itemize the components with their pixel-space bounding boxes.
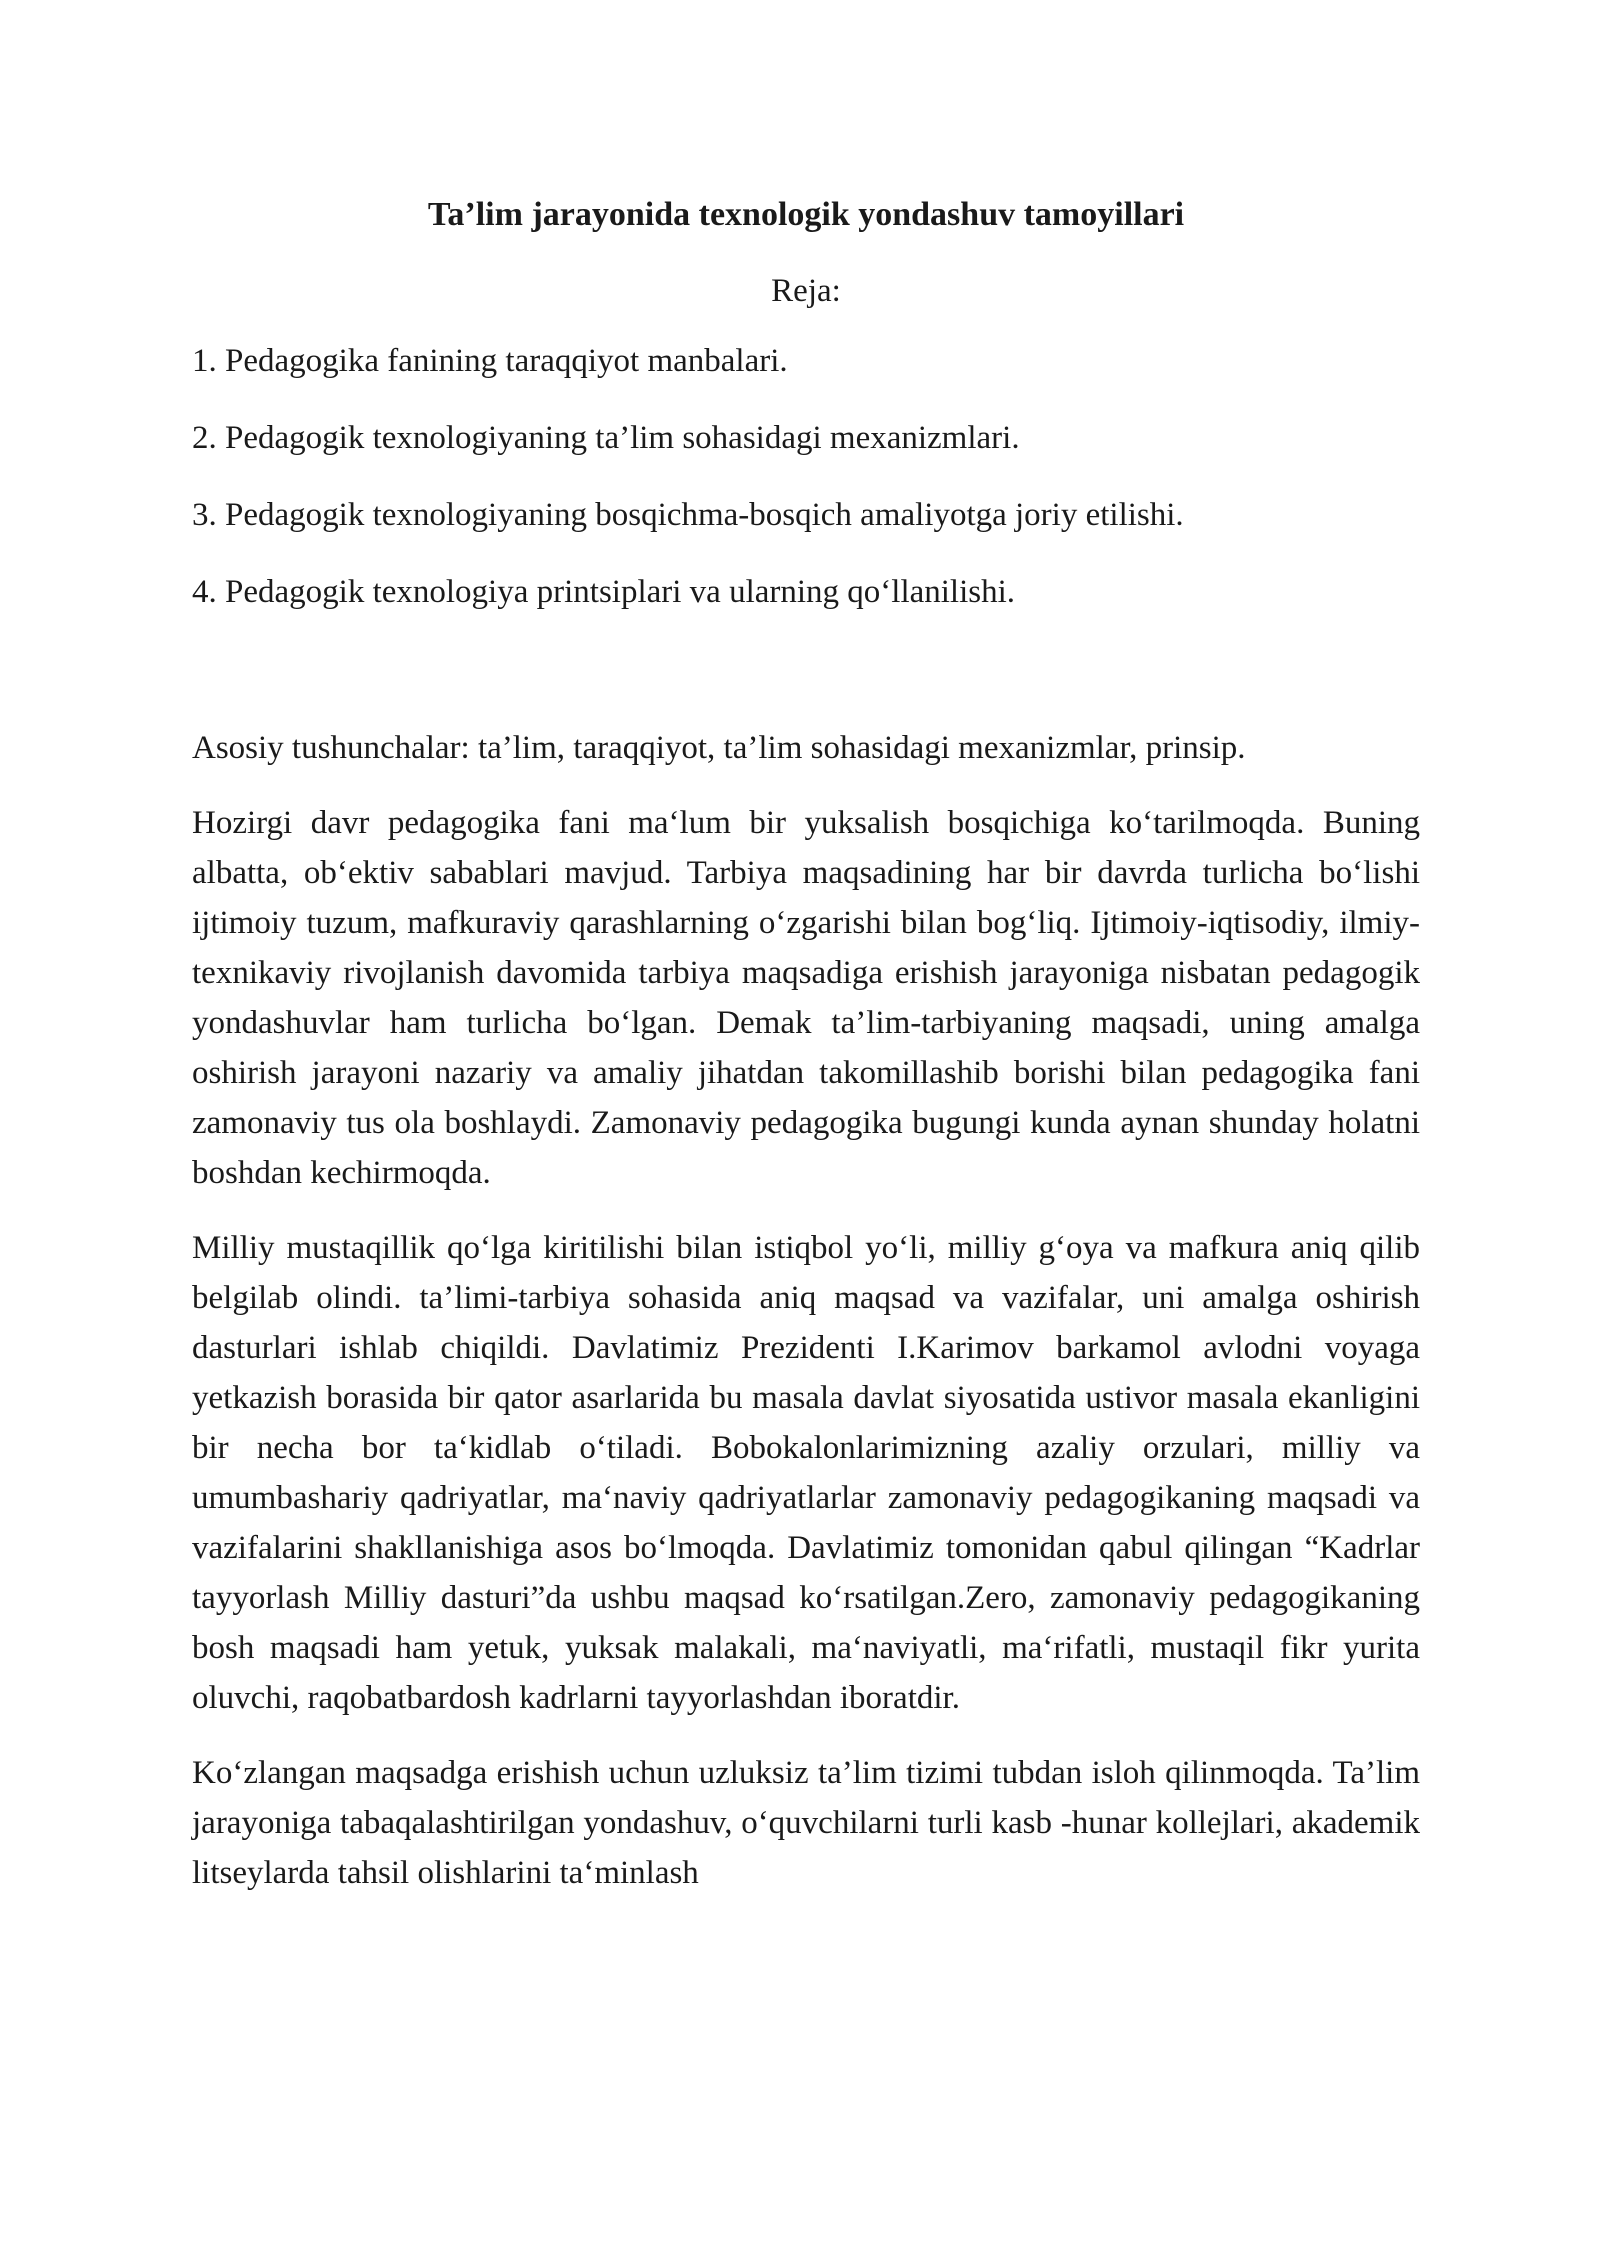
body-paragraph: Ko‘zlangan maqsadga erishish uchun uzluksiz ta’lim tizimi tubdan isloh qilinmoqda. Ta’lim jarayoniga tabaqalashtirilgan yondashuv, o‘quvchilarni turli kasb -hunar kollejlari, akademik litseylarda tahsil olishlarini ta‘minlash (192, 1755, 1420, 1891)
plan-list (192, 336, 1420, 617)
body-paragraph: Hozirgi davr pedagogika fani ma‘lum bir yuksalish bosqichiga ko‘tarilmoqda. Buning albatta, ob‘ektiv sabablari mavjud. Tarbiya maqsadining har bir davrda turlicha bo‘lishi ijtimoiy tuzum, mafkuraviy qarashlarning o‘zgarishi bilan bog‘liq. Ijtimoiy-iqtisodiy, ilmiy-texnikaviy rivojlanish davomida tarbiya maqsadiga erishish jarayoniga nisbatan pedagogik yondashuvlar ham turlicha bo‘lgan. Demak ta’lim-tarbiyaning maqsadi, uning amalga oshirish jarayoni nazariy va amaliy jihatdan takomillashib borishi bilan pedagogika fani zamonaviy tus ola boshlaydi. Zamonaviy pedagogika bugungi kunda aynan shunday holatni boshdan kechirmoqda. (192, 805, 1420, 1191)
body-paragraph: Milliy mustaqillik qo‘lga kiritilishi bilan istiqbol yo‘li, milliy g‘oya va mafkura aniq qilib belgilab olindi. ta’limi-tarbiya sohasida aniq maqsad va vazifalar, uni amalga oshirish dasturlari ishlab chiqildi. Davlatimiz Prezidenti I.Karimov barkamol avlodni voyaga yetkazish borasida bir qator asarlarida bu masala davlat siyosatida ustivor masala ekanligini bir necha bor ta‘kidlab o‘tiladi. Bobokalonlarimizning azaliy orzulari, milliy va umumbashariy qadriyatlar, ma‘naviy qadriyatlarlar zamonaviy pedagogikaning maqsadi va vazifalarini shakllanishiga asos bo‘lmoqda. Davlatimiz tomonidan qabul qilingan “Kadrlar tayyorlash Milliy dasturi”da ushbu maqsad ko‘rsatilgan.Zero, zamonaviy pedagogikaning bosh maqsadi ham yetuk, yuksak malakali, ma‘naviyatli, ma‘rifatli, mustaqil fikr yurita oluvchi, raqobatbardosh kadrlarni tayyorlashdan iboratdir. (192, 1230, 1420, 1716)
plan-item: 4. Pedagogik texnologiya printsiplari va ularning qo‘llanilishi. (192, 574, 1016, 610)
plan-heading: Reja: (771, 273, 841, 309)
plan-item: 1. Pedagogika fanining taraqqiyot manbalari. (192, 343, 788, 379)
document-title: Ta’lim jarayonida texnologik yondashuv tamoyillari (427, 196, 1185, 233)
plan-item: 3. Pedagogik texnologiyaning bosqichma-bosqich amaliyotga joriy etilishi. (192, 497, 1184, 533)
plan-item: 2. Pedagogik texnologiyaning ta’lim sohasidagi mexanizmlari. (192, 420, 1020, 456)
document-content (192, 190, 1420, 1898)
key-concepts: Asosiy tushunchalar: ta’lim, taraqqiyot, ta’lim sohasidagi mexanizmlar, prinsip. (192, 730, 1246, 766)
